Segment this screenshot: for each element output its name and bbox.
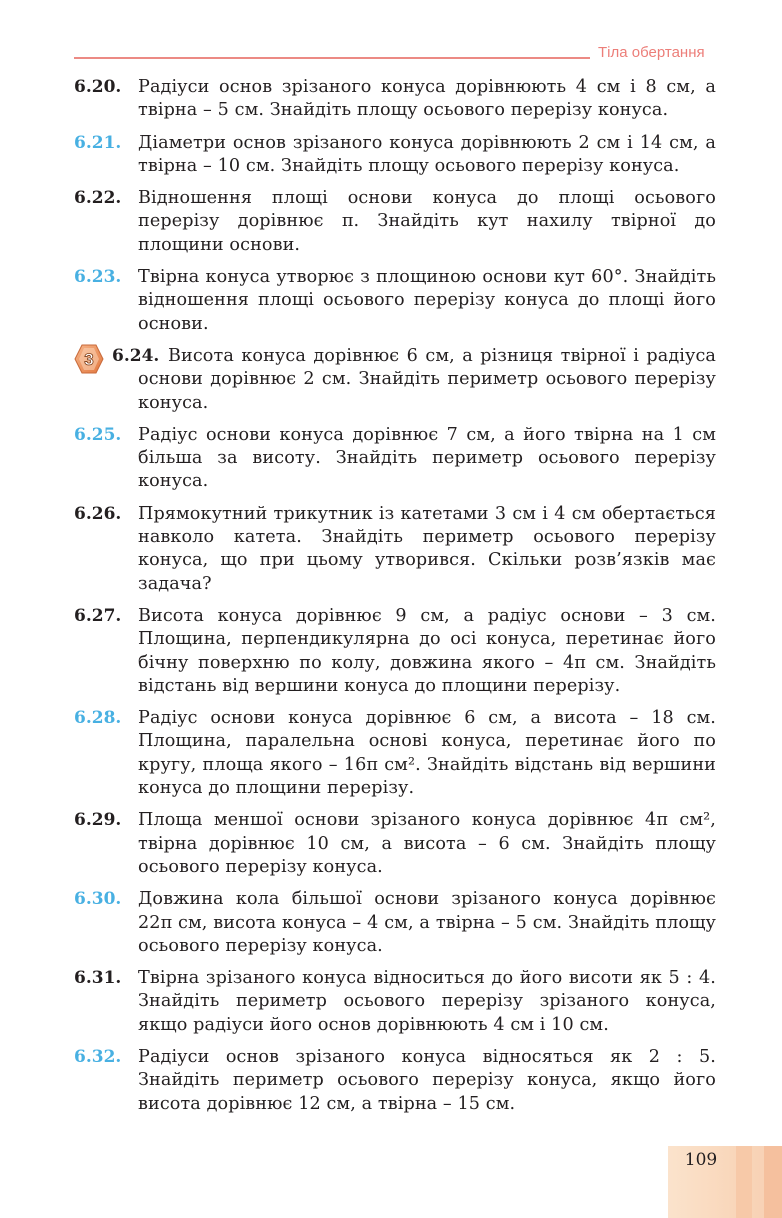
problem-number: 6.32. xyxy=(74,1046,122,1067)
problem-number: 6.21. xyxy=(74,132,122,153)
problem-6-25 xyxy=(74,424,716,494)
problem-6-30 xyxy=(74,888,716,958)
problem-text: Висота конуса дорівнює 9 см, а радіус основи – 3 см. Площина, перпендикулярна до осі конуса, перетинає його бічну поверхню по колу, довжина якого – 4π см. Знайдіть відстань від вершини конуса до площини перерізу. xyxy=(138,605,716,696)
problem-text: Радіус основи конуса дорівнює 7 см, а його твірна на 1 см більша за висоту. Знайдіть периметр осьового перерізу конуса. xyxy=(138,424,716,492)
problem-list xyxy=(74,76,716,1125)
problem-text: Прямокутний трикутник із катетами 3 см і 4 см обертається навколо катета. Знайдіть периметр осьового перерізу конуса, що при цьому утворився. Скільки розв’язків має задача? xyxy=(138,503,716,594)
chapter-title: Тіла обертання xyxy=(598,44,705,61)
problem-number: 6.28. xyxy=(74,708,122,729)
problem-number: 6.27. xyxy=(74,605,122,626)
problem-6-27 xyxy=(74,605,716,698)
problem-text: Твірна конуса утворює з площиною основи кут 60°. Знайдіть відношення площі осьового перерізу конуса до площі його основи. xyxy=(138,267,716,334)
problem-text: Відношення площі основи конуса до площі осьового перерізу дорівнює π. Знайдіть кут нахилу твірної до площини основи. xyxy=(138,188,716,255)
problem-number: 6.31. xyxy=(74,968,122,989)
problem-6-26 xyxy=(74,503,716,596)
problem-text: Радіуси основ зрізаного конуса дорівнюють 4 см і 8 см, а твірна – 5 см. Знайдіть площу осьового перерізу конуса. xyxy=(138,77,716,121)
header-rule xyxy=(74,57,590,59)
problem-6-21 xyxy=(74,132,716,179)
problem-6-31 xyxy=(74,967,716,1037)
problem-text: Висота конуса дорівнює 6 см, а різниця твірної і радіуса основи дорівнює 2 см. Знайдіть периметр осьового перерізу конуса. xyxy=(138,345,716,413)
problem-number: 6.29. xyxy=(74,810,122,831)
problem-number: 6.20. xyxy=(74,77,122,97)
problem-6-23 xyxy=(74,266,716,336)
level-badge-label: 3 xyxy=(84,349,94,369)
problem-text: Твірна зрізаного конуса відноситься до його висоти як 5 : 4. Знайдіть периметр осьового перерізу зрізаного конуса, якщо радіуси його основ дорівнюють 4 см і 10 см. xyxy=(138,968,716,1035)
problem-text: Радіус основи конуса дорівнює 6 см, а висота – 18 см. Площина, паралельна основі конуса, перетинає його по кругу, площа якого – 16π см². Знайдіть відстань від вершини конуса до площини перерізу. xyxy=(138,708,716,799)
problem-6-22 xyxy=(74,187,716,257)
problem-text: Довжина кола більшої основи зрізаного конуса дорівнює 22π см, висота конуса – 4 см, а твірна – 5 см. Знайдіть площу осьового перерізу конуса. xyxy=(138,889,716,956)
problem-number: 6.26. xyxy=(74,503,122,524)
problem-number: 6.25. xyxy=(74,424,122,445)
problem-6-32 xyxy=(74,1046,716,1116)
problem-6-29 xyxy=(74,809,716,879)
problem-text: Площа меншої основи зрізаного конуса дорівнює 4π см², твірна дорівнює 10 см, а висота – 6 см. Знайдіть площу осьового перерізу конуса. xyxy=(138,810,716,877)
page-tab-stripe xyxy=(764,1146,782,1218)
page-number: 109 xyxy=(684,1150,718,1170)
problem-number: 6.23. xyxy=(74,267,122,288)
problem-6-24 xyxy=(74,345,716,415)
problem-number: 6.30. xyxy=(74,889,122,910)
problem-number: 6.22. xyxy=(74,188,122,209)
problem-number: 6.24. xyxy=(112,345,160,366)
problem-text: Радіуси основ зрізаного конуса відносяться як 2 : 5. Знайдіть периметр осьового перерізу конуса, якщо його висота дорівнює 12 см, а твірна – 15 см. xyxy=(138,1046,716,1114)
problem-text: Діаметри основ зрізаного конуса дорівнюють 2 см і 14 см, а твірна – 10 см. Знайдіть площу осьового перерізу конуса. xyxy=(138,132,716,176)
problem-6-20 xyxy=(74,76,716,123)
problem-6-28 xyxy=(74,707,716,800)
difficulty-level-3-icon xyxy=(73,343,105,375)
page-tab-stripe xyxy=(736,1146,752,1218)
